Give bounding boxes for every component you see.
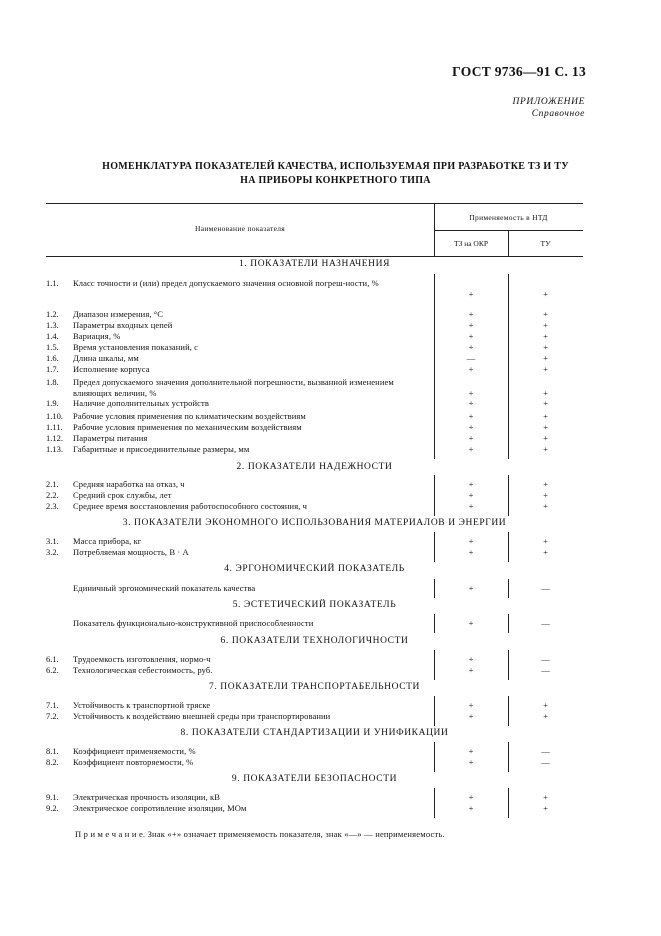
- tz-applicability: +: [468, 536, 474, 546]
- indicator-name: Предел допускаемого значения дополнительной погрешности, вызванной изменением влияющих величин, %: [73, 377, 394, 398]
- document-title-line2: НА ПРИБОРЫ КОНКРЕТНОГО ТИПА: [240, 175, 431, 186]
- section-title: 3. ПОКАЗАТЕЛИ ЭКОНОМНОГО ИСПОЛЬЗОВАНИЯ МАТЕРИАЛОВ И ЭНЕРГИИ: [122, 518, 507, 528]
- indicator-name: Трудоемкость изготовления, нормо-ч: [73, 654, 211, 664]
- tu-applicability: +: [543, 411, 548, 421]
- tu-applicability: +: [543, 444, 548, 454]
- tz-applicability: +: [468, 387, 474, 398]
- row-number: 6.1.: [46, 654, 59, 664]
- tz-applicability: +: [468, 364, 474, 374]
- tu-applicability: +: [543, 398, 548, 408]
- standard-header: ГОСТ 9736—91 С. 13: [452, 64, 586, 79]
- tu-applicability: +: [543, 309, 548, 319]
- tu-applicability: +: [543, 479, 548, 489]
- table-top-rule: [46, 203, 583, 204]
- tz-applicability: +: [468, 547, 474, 557]
- indicator-name: Вариация, %: [73, 331, 121, 341]
- tz-applicability: +: [468, 444, 474, 454]
- indicator-name: Габаритные и присоединительные размеры, мм: [73, 444, 250, 454]
- row-number: 1.3.: [46, 320, 59, 330]
- appendix-label: ПРИЛОЖЕНИЕ: [512, 97, 585, 107]
- tu-applicability: +: [543, 364, 548, 374]
- indicator-name: Единичный эргономический показатель качества: [73, 583, 256, 593]
- tu-applicability: +: [543, 288, 548, 299]
- indicator-name: Наличие дополнительных устройств: [73, 398, 209, 408]
- table-header-divider: [434, 203, 435, 256]
- tu-applicability: +: [543, 422, 548, 432]
- tu-applicability: —: [541, 583, 550, 593]
- section-title: 5. ЭСТЕТИЧЕСКИЙ ПОКАЗАТЕЛЬ: [232, 600, 397, 610]
- indicator-name: Длина шкалы, мм: [73, 353, 139, 363]
- section-title: 9. ПОКАЗАТЕЛИ БЕЗОПАСНОСТИ: [231, 774, 398, 784]
- row-number: 7.2.: [46, 711, 59, 721]
- row-number: 2.3.: [46, 501, 59, 511]
- indicator-name: Среднее время восстановления работоспособного состояния, ч: [73, 501, 308, 511]
- tz-applicability: +: [468, 803, 474, 813]
- row-number: 2.1.: [46, 479, 59, 489]
- tu-applicability: +: [543, 792, 548, 802]
- section-title: 4. ЭРГОНОМИЧЕСКИЙ ПОКАЗАТЕЛЬ: [224, 564, 405, 574]
- tu-applicability: +: [543, 387, 548, 398]
- document-title: [40, 160, 631, 188]
- row-number: 1.6.: [46, 353, 59, 363]
- indicator-name: Рабочие условия применения по механическим воздействиям: [73, 422, 302, 432]
- indicator-name: Средняя наработка на отказ, ч: [73, 479, 185, 489]
- tz-applicability: +: [468, 583, 474, 593]
- tu-applicability: +: [543, 536, 548, 546]
- indicator-name: Рабочие условия применения по климатическим воздействиям: [73, 411, 306, 421]
- row-number: 1.10.: [46, 411, 63, 421]
- tu-applicability: +: [543, 711, 548, 721]
- row-number: 1.1.: [46, 278, 59, 288]
- tz-applicability: —: [466, 353, 476, 363]
- row-number: 1.13.: [46, 444, 63, 454]
- indicator-name: Потребляемая мощность, В · А: [73, 547, 189, 557]
- tz-applicability: +: [468, 700, 474, 710]
- row-number: 9.2.: [46, 803, 59, 813]
- tz-applicability: +: [468, 320, 474, 330]
- row-number: 7.1.: [46, 700, 59, 710]
- column-header-applicability: Применяемость в НТД: [469, 213, 548, 222]
- tu-applicability: —: [541, 654, 550, 664]
- tu-applicability: —: [541, 746, 550, 756]
- indicator-name: Устойчивость к воздействию внешней среды при транспортировании: [73, 711, 331, 721]
- indicator-name: Диапазон измерения, °С: [73, 309, 164, 319]
- indicator-name: Время установления показаний, с: [73, 342, 199, 352]
- tu-applicability: +: [543, 320, 548, 330]
- row-number: 1.4.: [46, 331, 59, 341]
- row-number: 1.11.: [46, 422, 63, 432]
- indicator-name: Коэффициент повторяемости, %: [73, 757, 194, 767]
- column-header-name: Наименование показателя: [194, 224, 286, 233]
- row-number: 1.9.: [46, 398, 59, 408]
- indicator-name: Электрическое сопротивление изоляции, МОм: [73, 803, 247, 813]
- tz-applicability: +: [468, 501, 474, 511]
- tz-applicability: +: [468, 422, 474, 432]
- row-number: 8.2.: [46, 757, 59, 767]
- section-title: 1. ПОКАЗАТЕЛИ НАЗНАЧЕНИЯ: [238, 259, 391, 269]
- row-number: 1.12.: [46, 433, 63, 443]
- row-number: 1.8.: [46, 377, 59, 387]
- row-number: 1.2.: [46, 309, 59, 319]
- column-header-tu: ТУ: [540, 239, 551, 248]
- tz-applicability: +: [468, 792, 474, 802]
- indicator-name: Масса прибора, кг: [73, 536, 142, 546]
- tz-applicability: +: [468, 331, 474, 341]
- tu-applicability: +: [543, 342, 548, 352]
- appendix-label-block: [513, 96, 586, 120]
- indicator-name: Электрическая прочность изоляции, кВ: [73, 792, 221, 802]
- tu-applicability: —: [541, 665, 550, 675]
- tz-applicability: +: [468, 757, 474, 767]
- tu-applicability: +: [543, 353, 548, 363]
- row-number: 1.5.: [46, 342, 59, 352]
- section-title: 6. ПОКАЗАТЕЛИ ТЕХНОЛОГИЧНОСТИ: [220, 636, 409, 646]
- document-title-line1: НОМЕНКЛАТУРА ПОКАЗАТЕЛЕЙ КАЧЕСТВА, ИСПОЛЬЗУЕМАЯ ПРИ РАЗРАБОТКЕ ТЗ И ТУ: [102, 161, 569, 172]
- tu-applicability: +: [543, 501, 548, 511]
- row-number: 3.1.: [46, 536, 59, 546]
- tz-applicability: +: [468, 665, 474, 675]
- column-header-tz: ТЗ на ОКР: [453, 239, 489, 248]
- tu-applicability: +: [543, 490, 548, 500]
- indicator-name: Показатель функционально-конструктивной приспособленности: [73, 618, 314, 628]
- tu-applicability: +: [543, 803, 548, 813]
- tz-applicability: +: [468, 411, 474, 421]
- tz-applicability: +: [468, 288, 474, 299]
- appendix-sublabel: Справочное: [531, 109, 585, 119]
- row-number: 9.1.: [46, 792, 59, 802]
- tz-applicability: +: [468, 479, 474, 489]
- footnote: П р и м е ч а н и е. Знак «+» означает применяемость показателя, знак «—» — неприменяемость.: [75, 829, 445, 839]
- indicator-name: Устойчивость к транспортной тряске: [73, 700, 211, 710]
- tz-applicability: +: [468, 654, 474, 664]
- table-header-rule: [46, 256, 583, 257]
- tz-applicability: +: [468, 398, 474, 408]
- tz-applicability: +: [468, 342, 474, 352]
- indicator-name: Параметры входных цепей: [73, 320, 173, 330]
- row-number: 2.2.: [46, 490, 59, 500]
- indicator-name: Технологическая себестоимость, руб.: [73, 665, 213, 675]
- tz-applicability: +: [468, 746, 474, 756]
- indicator-name: Средний срок службы, лет: [73, 490, 172, 500]
- indicator-name: Класс точности и (или) предел допускаемого значения основной погреш-ности, %: [73, 278, 379, 288]
- section-title: 8. ПОКАЗАТЕЛИ СТАНДАРТИЗАЦИИ И УНИФИКАЦИИ: [180, 728, 449, 738]
- row-number: 8.1.: [46, 746, 59, 756]
- tz-applicability: +: [468, 618, 474, 628]
- tu-applicability: +: [543, 331, 548, 341]
- tz-applicability: +: [468, 711, 474, 721]
- indicator-name: Параметры питания: [73, 433, 148, 443]
- indicator-name: Коэффициент применяемости, %: [73, 746, 196, 756]
- tu-applicability: +: [543, 700, 548, 710]
- tz-applicability: +: [468, 433, 474, 443]
- row-number: 6.2.: [46, 665, 59, 675]
- row-number: 1.7.: [46, 364, 59, 374]
- tu-applicability: +: [543, 547, 548, 557]
- tu-applicability: —: [541, 757, 550, 767]
- row-number: 3.2.: [46, 547, 59, 557]
- section-title: 2. ПОКАЗАТЕЛИ НАДЕЖНОСТИ: [236, 462, 393, 472]
- tu-applicability: +: [543, 433, 548, 443]
- tz-applicability: +: [468, 309, 474, 319]
- section-title: 7. ПОКАЗАТЕЛИ ТРАНСПОРТАБЕЛЬНОСТИ: [208, 682, 421, 692]
- tu-applicability: —: [541, 618, 550, 628]
- tz-applicability: +: [468, 490, 474, 500]
- indicator-name: Исполнение корпуса: [73, 364, 150, 374]
